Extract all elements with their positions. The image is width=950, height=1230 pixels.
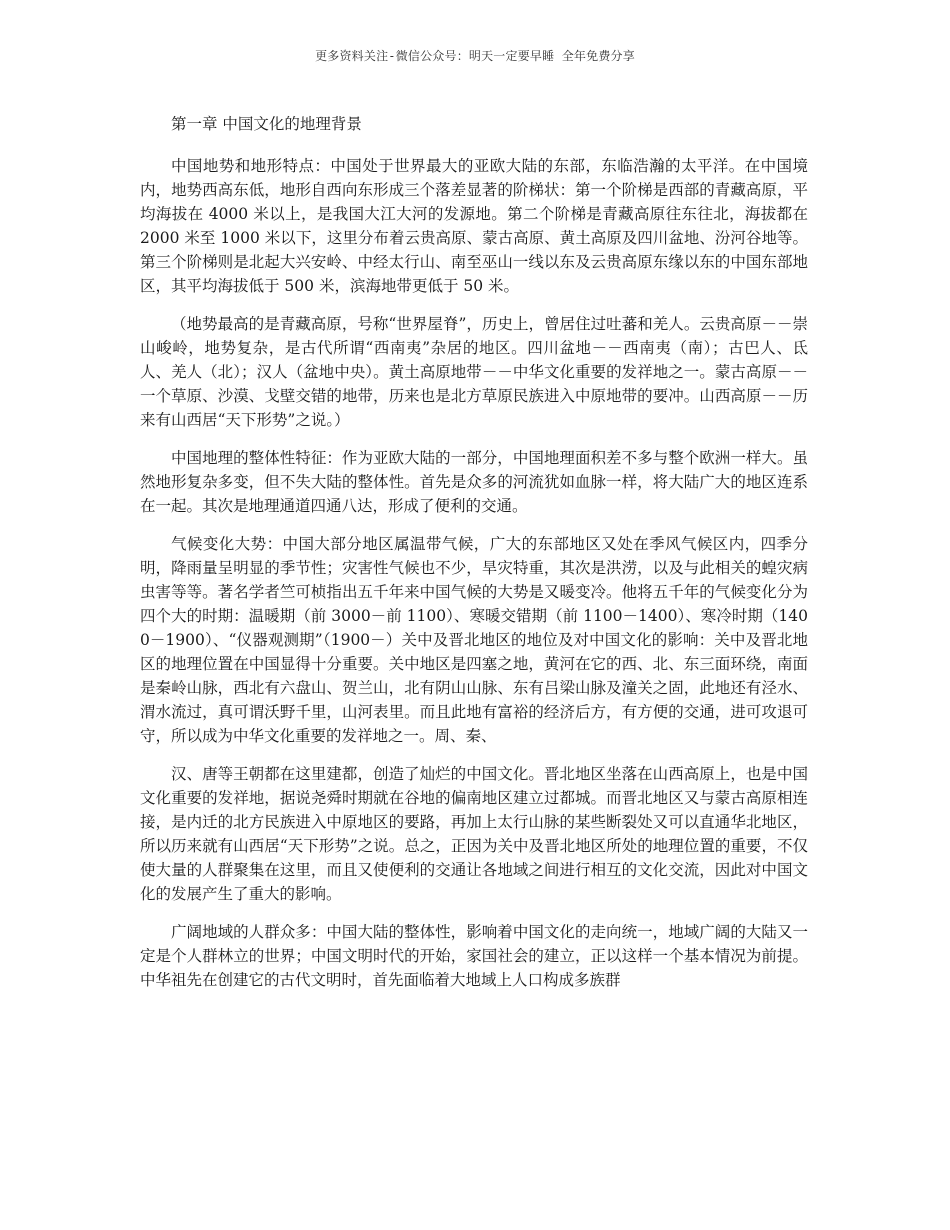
chapter-title: 第一章 中国文化的地理背景: [171, 115, 362, 133]
paragraph-plateaus: （地势最高的是青藏高原，号称“世界屋脊”，历史上，曾居住过吐蕃和羌人。云贵高原－－崇山峻岭，地势复杂，是古代所谓“西南夷”杂居的地区。四川盆地－－西南夷（南）；古巴人、氐人、羌人（北）；汉人（盆地中央）。黄土高原地带－－中华文化重要的发祥地之一。蒙古高原－－一个草原、沙漠、戈壁交错的地带，历来也是北方草原民族进入中原地带的要冲。山西高原－－历来有山西居“天下形势”之说。）: [140, 315, 808, 429]
document-body: [140, 112, 808, 1006]
paragraph-terrain: 中国地势和地形特点：中国处于世界最大的亚欧大陆的东部，东临浩瀚的太平洋。在中国境内，地势西高东低，地形自西向东形成三个落差显著的阶梯状：第一个阶梯是西部的青藏高原，平均海拔在 4000 米以上，是我国大江大河的发源地。第二个阶梯是青藏高原往东往北，海拔都在 2000 米至 1000 米以下，这里分布着云贵高原、蒙古高原、黄土高原及四川盆地、汾河谷地等。第三个阶梯则是北起大兴安岭、中经太行山、南至巫山一线以东及云贵高原东缘以东的中国东部地区，其平均海拔低于 500 米，滨海地带更低于 50 米。: [140, 157, 808, 295]
paragraph-climate: 气候变化大势：中国大部分地区属温带气候，广大的东部地区又处在季风气候区内，四季分明，降雨量呈明显的季节性；灾害性气候也不少，旱灾特重，其次是洪涝，以及与此相关的蝗灾病虫害等等。著名学者竺可桢指出五千年来中国气候的大势是又暖变冷。他将五千年的气候变化分为四个大的时期：温暖期（前 3000－前 1100）、寒暖交错期（前 1100－1400）、寒冷时期（1400－1900）、“仪器观测期”（1900－）关中及晋北地区的地位及对中国文化的影响：关中及晋北地区的地理位置在中国显得十分重要。关中地区是四塞之地，黄河在它的西、北、东三面环绕，南面是秦岭山脉，西北有六盘山、贺兰山，北有阴山山脉、东有吕梁山脉及潼关之固，此地还有泾水、渭水流过，真可谓沃野千里，山河表里。而且此地有富裕的经济后方，有方便的交通，进可攻退可守，所以成为中华文化重要的发祥地之一。周、秦、: [140, 535, 808, 745]
paragraph-population: 广阔地域的人群众多：中国大陆的整体性，影响着中国文化的走向统一，地域广阔的大陆又一定是个人群林立的世界；中国文明时代的开始，家国社会的建立，正以这样一个基本情况为前提。中华祖先在创建它的古代文明时，首先面临着大地域上人口构成多族群: [140, 923, 808, 989]
paragraph-geographic-unity: 中国地理的整体性特征：作为亚欧大陆的一部分，中国地理面积差不多与整个欧洲一样大。虽然地形复杂多变，但不失大陆的整体性。首先是众多的河流犹如血脉一样，将大陆广大的地区连系在一起。其次是地理通道四通八达，形成了便利的交通。: [140, 449, 808, 515]
paragraph-dynasties: 汉、唐等王朝都在这里建都，创造了灿烂的中国文化。晋北地区坐落在山西高原上，也是中国文化重要的发祥地，据说尧舜时期就在谷地的偏南地区建立过都城。而晋北地区又与蒙古高原相连接，是内迁的北方民族进入中原地区的要路，再加上太行山脉的某些断裂处又可以直通华北地区，所以历来就有山西居“天下形势”之说。总之，正因为关中及晋北地区所处的地理位置的重要，不仅使大量的人群聚集在这里，而且又使便利的交通让各地域之间进行相互的文化交流，因此对中国文化的发展产生了重大的影响。: [140, 765, 808, 903]
page-header: 更多资料关注-微信公众号：明天一定要早睡 全年免费分享: [315, 49, 635, 63]
